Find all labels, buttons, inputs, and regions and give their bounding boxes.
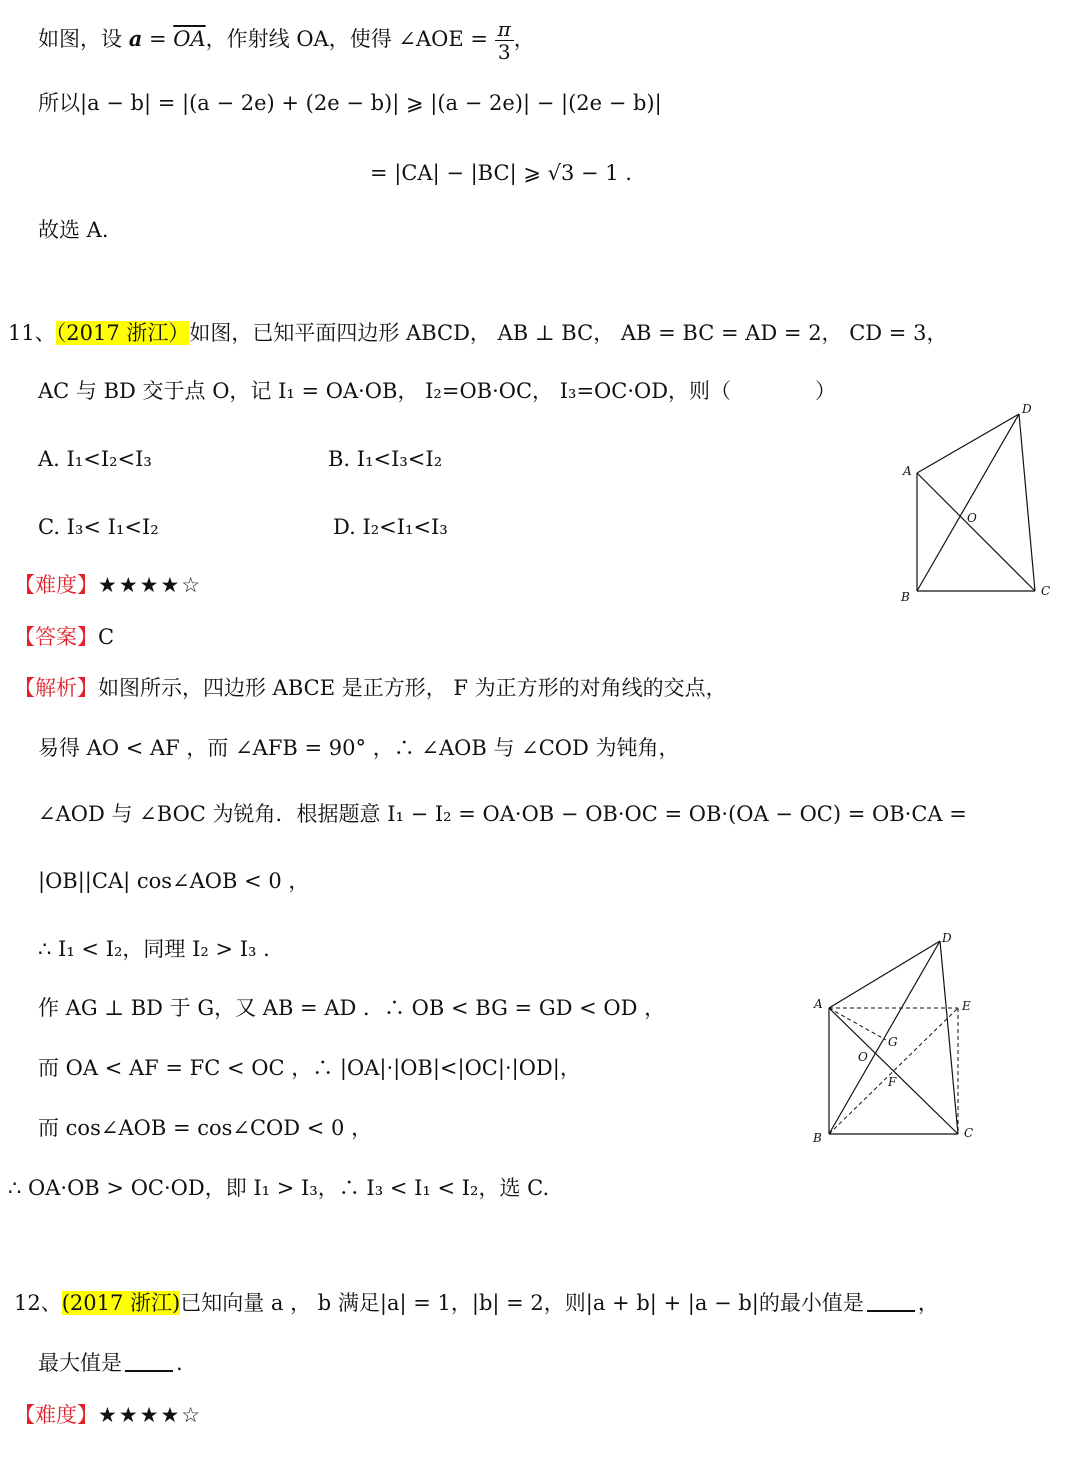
edge-DA bbox=[829, 941, 940, 1008]
q11-analysis-5: ∴ I₁ < I₂，同理 I₂ > I₃ . bbox=[38, 937, 270, 961]
difficulty-stars: ★★★★☆ bbox=[98, 1403, 203, 1427]
pi-over-3 bbox=[495, 18, 514, 63]
vec-OA: $\overline{OA}$ bbox=[173, 27, 206, 51]
answer-value: C bbox=[98, 625, 115, 649]
prev-line-1: 如图，设 $a = \overline{OA}$，作射线 OA，使得 ∠AOE = $\frac{\pi}{3}$ ， bbox=[38, 17, 535, 64]
q11-number: 11、 bbox=[8, 321, 56, 345]
q11-source-tag: （2017 浙江） bbox=[55, 321, 190, 345]
figure-quadrilateral-abcd bbox=[895, 398, 1065, 608]
label-B: B bbox=[901, 590, 910, 604]
q11-analysis-7: 而 OA < AF = FC < OC ，∴ |OA|·|OB|<|OC|·|OD|， bbox=[38, 1056, 581, 1080]
diagonal-AC bbox=[917, 473, 1035, 591]
q12-period: . bbox=[176, 1351, 183, 1375]
q11-difficulty bbox=[14, 570, 202, 600]
analysis-text-1: 如图所示，四边形 ABCE 是正方形， F 为正方形的对角线的交点， bbox=[98, 676, 727, 700]
q11-option-a: A. I₁<I₂<I₃ bbox=[38, 447, 152, 471]
q12-stem-line-2 bbox=[38, 1348, 183, 1378]
q11-analysis-9: ∴ OA·OB > OC·OD，即 I₁ > I₃，∴ I₃ < I₁ < I₂，选 C. bbox=[8, 1176, 550, 1200]
q12-stem-2: 最大值是 bbox=[38, 1351, 122, 1375]
edge-DA bbox=[917, 414, 1019, 473]
frac-num: π bbox=[495, 18, 514, 41]
label-B: B bbox=[813, 1131, 822, 1145]
edge-CD bbox=[1019, 414, 1035, 591]
difficulty-label: 【难度】 bbox=[14, 1403, 98, 1427]
diagonal-BD bbox=[829, 941, 940, 1134]
prev-line-1b: ，作射线 OA，使得 ∠AOE = bbox=[205, 27, 495, 51]
difficulty-stars: ★★★★☆ bbox=[98, 573, 203, 597]
difficulty-label: 【难度】 bbox=[14, 573, 98, 597]
figure-square-abce bbox=[808, 928, 993, 1148]
answer-blank-max[interactable] bbox=[125, 1350, 173, 1372]
q11-analysis-6: 作 AG ⊥ BD 于 G，又 AB = AD ．∴ OB < BG = GD < OD ， bbox=[38, 996, 666, 1020]
q11-analysis-2: 易得 AO < AF ，而 ∠AFB = 90° ，∴ ∠AOB 与 ∠COD 为钝角， bbox=[38, 736, 680, 760]
q12-difficulty bbox=[14, 1400, 202, 1430]
label-D: D bbox=[942, 931, 952, 945]
answer-blank-min[interactable] bbox=[867, 1290, 915, 1312]
label-E: E bbox=[962, 999, 971, 1013]
prev-line-1c: ， bbox=[513, 27, 535, 51]
label-A: A bbox=[814, 997, 823, 1011]
frac-den: 3 bbox=[497, 40, 511, 64]
q11-stem-line-2: AC 与 BD 交于点 O，记 I₁ = OA·OB， I₂=OB·OC， I₃=OC·OD，则（ ） bbox=[38, 379, 837, 403]
prev-line-4: 故选 A. bbox=[38, 218, 109, 242]
q11-stem-1: 如图，已知平面四边形 ABCD， AB ⊥ BC， AB = BC = AD = 2， CD = 3， bbox=[189, 321, 948, 345]
q12-stem-1: 已知向量 a ， b 满足|a| = 1，|b| = 2，则|a + b| + |a − b|的最小值是 bbox=[180, 1291, 864, 1315]
analysis-label: 【解析】 bbox=[14, 676, 98, 700]
label-F: F bbox=[888, 1075, 897, 1089]
q11-option-b: B. I₁<I₃<I₂ bbox=[328, 447, 443, 471]
answer-label: 【答案】 bbox=[14, 625, 98, 649]
diagonal-BD bbox=[917, 414, 1019, 591]
q11-analysis-3: ∠AOD 与 ∠BOC 为锐角．根据题意 I₁ − I₂ = OA·OB − OB·OC = OB·(OA − OC) = OB·CA = bbox=[38, 802, 967, 826]
q12-number: 12、 bbox=[14, 1291, 62, 1315]
q12-comma: ， bbox=[917, 1291, 939, 1315]
q11-option-c: C. I₃< I₁<I₂ bbox=[38, 515, 159, 539]
q11-option-d: D. I₂<I₁<I₃ bbox=[333, 515, 448, 539]
prev-line-2: 所以|a − b| = |(a − 2e) + (2e − b)| ⩾ |(a − 2e)| − |(2e − b)| bbox=[38, 91, 662, 115]
q11-analysis-1 bbox=[14, 673, 727, 703]
prev-line-3: = |CA| − |BC| ⩾ √3 − 1 . bbox=[370, 161, 632, 185]
edge-CD bbox=[940, 941, 958, 1134]
diagonal-AC bbox=[829, 1008, 958, 1134]
label-D: D bbox=[1022, 402, 1032, 416]
q12-source-tag: (2017 浙江) bbox=[61, 1291, 181, 1315]
label-A: A bbox=[903, 464, 912, 478]
prev-line-1a: 如图，设 bbox=[38, 27, 129, 51]
label-C: C bbox=[1041, 584, 1051, 598]
vec-a: a bbox=[128, 26, 143, 51]
label-C: C bbox=[964, 1126, 974, 1140]
q11-stem-line-1 bbox=[8, 318, 947, 348]
label-G: G bbox=[888, 1035, 898, 1049]
q11-analysis-4: |OB||CA| cos∠AOB < 0 ， bbox=[38, 869, 310, 893]
q12-stem-line-1 bbox=[14, 1288, 939, 1318]
label-O: O bbox=[858, 1050, 868, 1064]
label-O: O bbox=[967, 511, 977, 525]
q11-analysis-8: 而 cos∠AOB = cos∠COD < 0 ， bbox=[38, 1116, 373, 1140]
q11-answer bbox=[14, 622, 114, 652]
